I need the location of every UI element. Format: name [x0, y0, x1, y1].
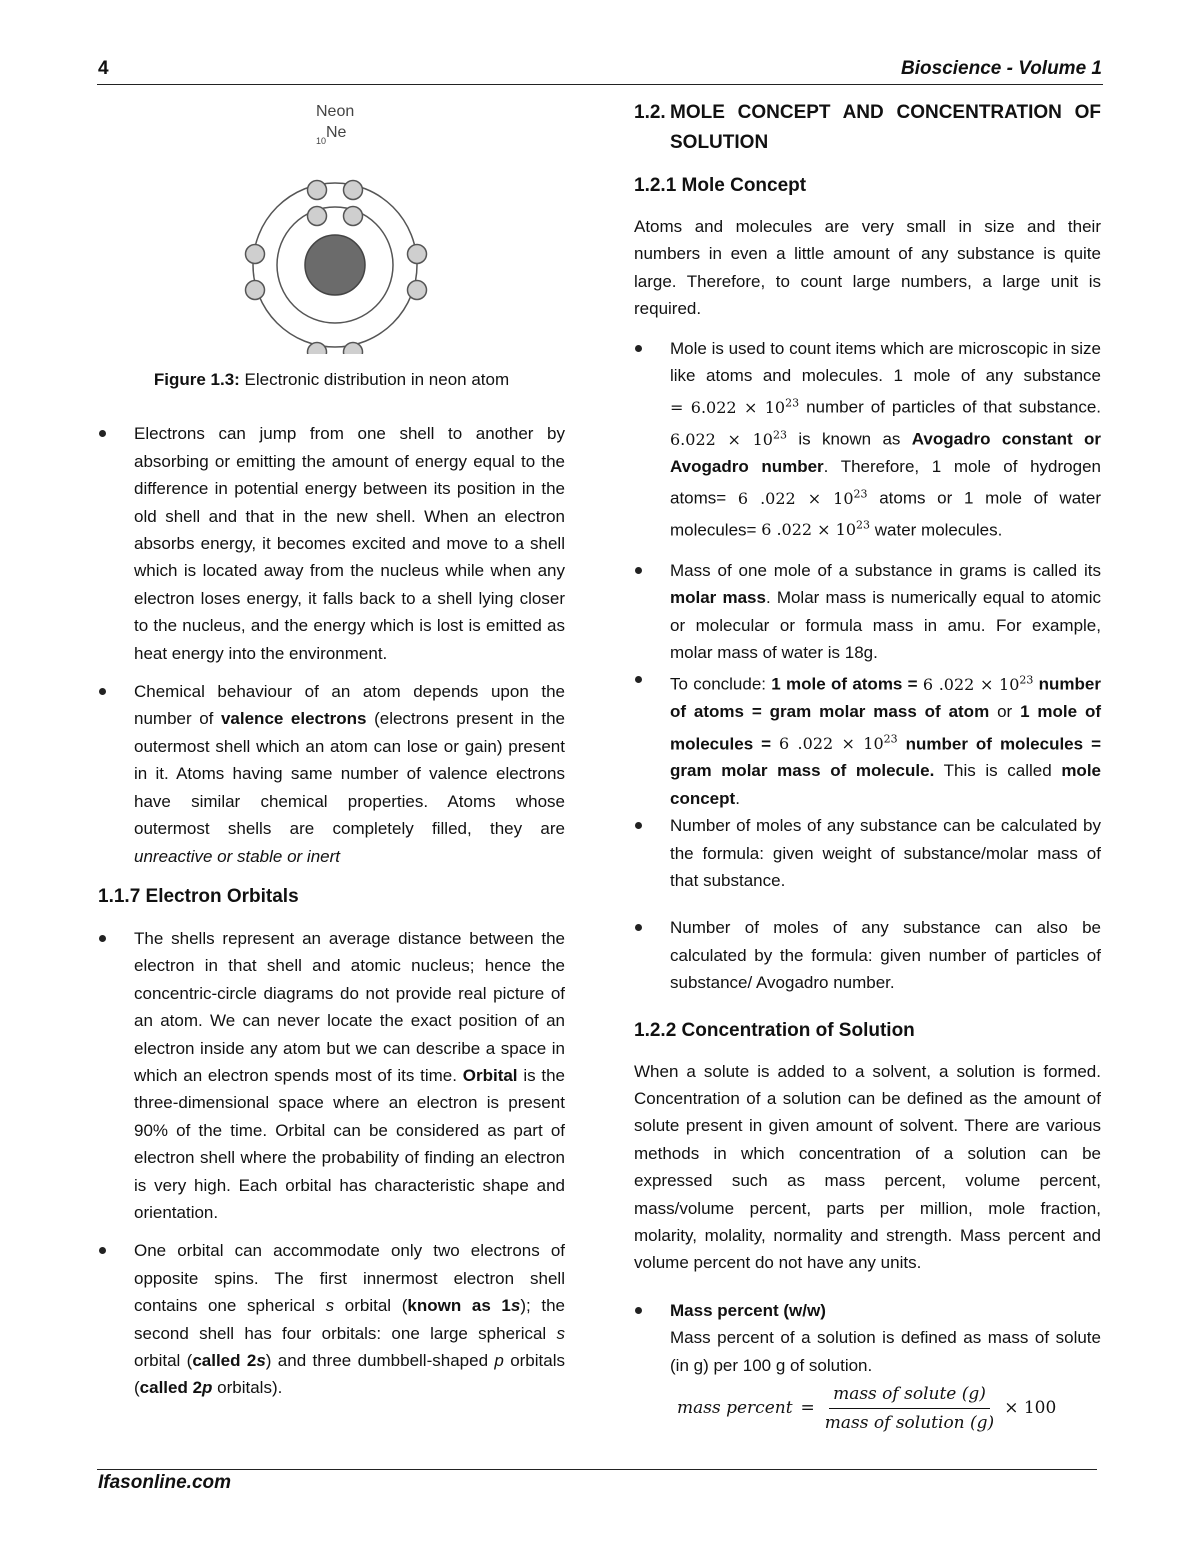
section-heading-1-2 — [634, 98, 1101, 158]
neon-atom-diagram — [98, 92, 565, 354]
intro-paragraph: Atoms and molecules are very small in size and their numbers in even a little amount of any substance is quite large. Therefore, to count large numbers, a large unit is required. — [634, 217, 1101, 319]
equation-numerator: mass of solute (g) — [829, 1381, 990, 1409]
list-item: One orbital can accommodate only two electrons of opposite spins. The first innermost electron shell contains one spherical s orbital (known as 1s); the second shell has four orbitals: one large spherical s orbital (called 2s) and three dumbbell-shaped p orbitals (called 2p orbitals). — [98, 1237, 565, 1401]
right-column — [634, 98, 1101, 1436]
nucleus — [305, 235, 365, 295]
section-heading-1-2-2: 1.2.2 Concentration of Solution — [634, 1019, 915, 1041]
term-unreactive: unreactive or stable or inert — [134, 846, 340, 866]
concentration-paragraph: When a solute is added to a solvent, a solution is formed. Concentration of a solution can be defined as the amount of solute present in given amount of solvent. There are various methods in which concentration of a solution can be expressed such as mass percent, volume percent, mass/volume percent, parts per million, mole fraction, molarity, molality, normality and strength. Mass percent and volume percent do not have any units. — [634, 1061, 1101, 1273]
element-name: Neon — [316, 103, 355, 120]
term-valence-electrons: valence electrons — [220, 709, 367, 729]
footer-rule — [97, 1469, 1097, 1470]
electron — [246, 281, 265, 300]
electron — [408, 281, 427, 300]
equation-equals: = — [800, 1397, 815, 1418]
list-item: Chemical behaviour of an atom depends upon the number of valence electrons (electrons present in the outermost shell which an atom can lose or gain) present in it. Atoms having same number of valence electrons have similar chemical properties. Atoms whose outermost shells are completely filled, they are unreactive or stable or inert — [98, 678, 565, 870]
page-number: 4 — [98, 58, 109, 79]
bullet-list-mass-percent — [634, 1297, 1101, 1379]
running-title: Bioscience - Volume 1 — [901, 58, 1102, 79]
section-title: MOLE CONCEPT AND CONCENTRATION OF SOLUTION — [670, 102, 1101, 153]
atomic-number: 10 — [316, 136, 327, 146]
section-number: 1.2. — [634, 102, 666, 123]
equation-fraction — [821, 1381, 998, 1436]
term-orbital: Orbital — [462, 1065, 518, 1085]
figure-caption-text: Electronic distribution in neon atom — [239, 370, 510, 389]
term-mole-concept: mole concept — [670, 761, 1101, 808]
footer-site: Ifasonline.com — [98, 1472, 232, 1493]
electron — [344, 181, 363, 200]
electron — [308, 181, 327, 200]
term-avogadro: Avogadro constant or Avogadro number — [670, 429, 1102, 476]
bullet-text: Electrons can jump from one shell to another by absorbing or emitting the amount of energy equal to the difference in potential energy between its position in the old shell and that in the new shell. When an electron absorbs energy, it becomes excited and move to a shell which is located away from the nucleus while when any electron loses energy, it falls back to a shell lying closer to the nucleus, and the energy which is lost is emitted as heat energy into the environment. — [134, 424, 565, 663]
list-item: Number of moles of any substance can also be calculated by the formula: given number of particles of substance/ Avogadro number. — [634, 914, 1101, 996]
electron — [344, 343, 363, 355]
bullet-list-mole — [634, 335, 1101, 997]
list-item — [98, 420, 565, 667]
equation-denominator: mass of solution (g) — [824, 1413, 995, 1433]
electron — [408, 245, 427, 264]
mass-percent-equation — [677, 1381, 1101, 1436]
bullet-list-electrons — [98, 420, 565, 870]
term-molar-mass: molar mass — [670, 588, 766, 608]
electron — [246, 245, 265, 264]
bullet-list-orbitals — [98, 925, 565, 1402]
electron — [344, 207, 363, 226]
list-item: Number of moles of any substance can be calculated by the formula: given weight of substance/molar mass of that substance. — [634, 812, 1101, 894]
mass-percent-title: Mass percent (w/w) — [670, 1300, 826, 1320]
section-heading-1-1-7: 1.1.7 Electron Orbitals — [98, 885, 299, 907]
equation-lhs: mass percent — [677, 1397, 793, 1418]
equation-factor: × 100 — [1004, 1397, 1057, 1418]
electron — [308, 207, 327, 226]
list-item: Mole is used to count items which are microscopic in size like atoms and molecules. 1 mole of any substance = $6.022 \times 10^{23}$ number of particles of that substance. $6.022 \times 10^{23}$ is known as Avogadro constant or Avogadro number. Therefore, 1 mole of hydrogen atoms= 6 $.022 \times 10^{23}$ atoms or 1 mole of water molecules= 6 $.022 \times 10^{23}$ water molecules. — [634, 335, 1101, 544]
figure-caption — [98, 366, 565, 393]
list-item: To conclude: 1 mole of atoms = 6 $.022 \times 10^{23}$ number of atoms = gram molar mass of atom or 1 mole of molecules = 6 $.022 \times 10^{23}$ number of molecules = gram molar mass of molecule. This is called mole concept. — [634, 666, 1101, 812]
header-rule — [97, 84, 1103, 85]
section-heading-1-2-1: 1.2.1 Mole Concept — [634, 175, 807, 196]
neon-atom-figure — [98, 92, 565, 354]
figure-label: Figure 1.3: — [153, 370, 240, 389]
list-item: Mass of one mole of a substance in grams is called its molar mass. Molar mass is numerically equal to atomic or molecular or formula mass in amu. For example, molar mass of water is 18g. — [634, 557, 1101, 667]
left-column — [98, 92, 565, 1402]
element-symbol: Ne — [326, 124, 347, 141]
list-item: Mass percent (w/w) Mass percent of a solution is defined as mass of solute (in g) per 100 g of solution. — [634, 1297, 1101, 1379]
list-item: The shells represent an average distance between the electron in that shell and atomic nucleus; hence the concentric-circle diagrams do not provide real picture of an atom. We can never locate the exact position of an electron inside any atom but we can describe a space in which an electron spends most of its time. Orbital is the three-dimensional space where an electron is present 90% of the time. Orbital can be considered as part of electron shell where the probability of finding an electron is very high. Each orbital has characteristic shape and orientation. — [98, 925, 565, 1226]
electron — [308, 343, 327, 355]
